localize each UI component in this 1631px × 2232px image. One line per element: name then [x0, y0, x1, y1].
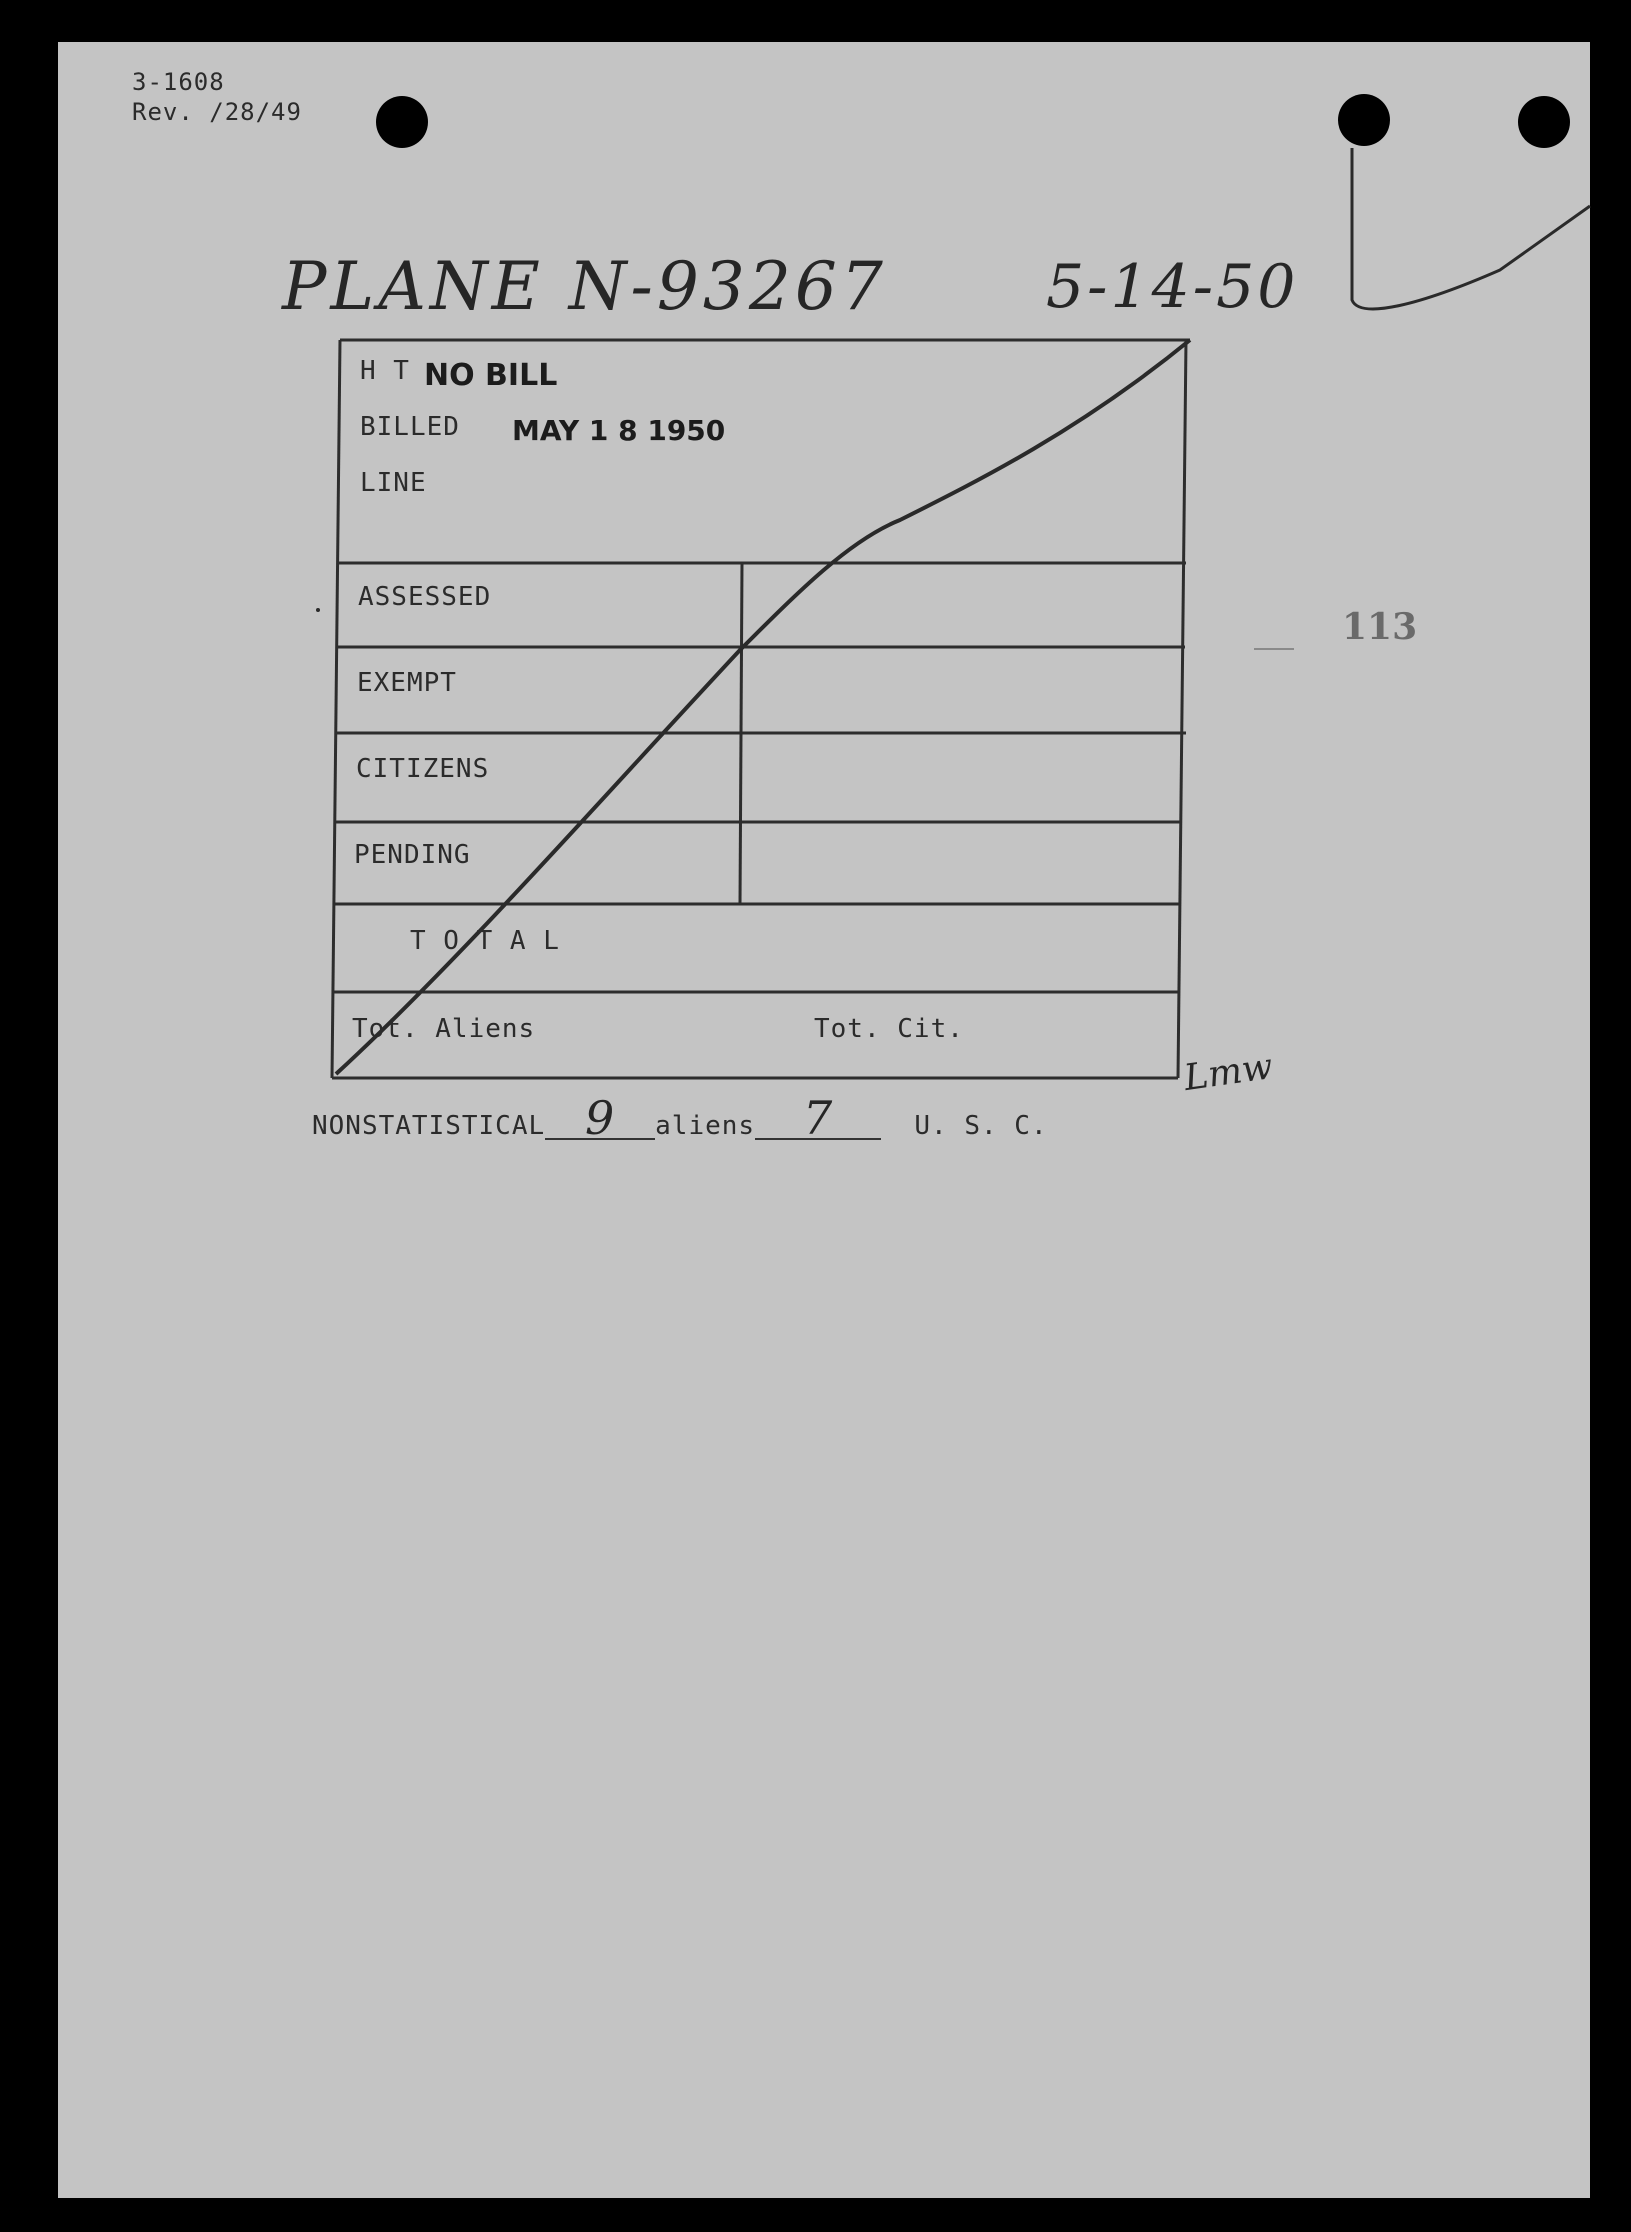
- form-revision: Rev. /28/49: [132, 98, 302, 126]
- total-label: T O T A L: [410, 926, 560, 956]
- row-exempt-label: EXEMPT: [357, 668, 457, 698]
- billed-date-stamp: MAY 1 8 1950: [512, 414, 726, 447]
- tot-cit-label: Tot. Cit.: [814, 1014, 964, 1044]
- billed-label: BILLED: [360, 412, 460, 442]
- no-bill-stamp: NO BILL: [424, 358, 558, 393]
- handwritten-date: 5-14-50: [1046, 252, 1299, 322]
- line-label: LINE: [360, 468, 427, 498]
- row-assessed-label: ASSESSED: [358, 582, 492, 612]
- form-number: 3-1608: [132, 68, 225, 96]
- usc-count: 7: [755, 1098, 881, 1140]
- handwritten-plane: PLANE N-93267: [282, 248, 887, 325]
- row-pending-label: PENDING: [354, 840, 471, 870]
- aliens-count: 9: [545, 1098, 655, 1140]
- tot-aliens-label: Tot. Aliens: [352, 1014, 536, 1044]
- usc-label: U. S. C.: [914, 1111, 1048, 1141]
- nonstatistical-label: NONSTATISTICAL: [312, 1111, 546, 1141]
- handwritten-initials: Lmw: [1181, 1046, 1276, 1099]
- page-number: 113: [1342, 606, 1418, 648]
- ht-label: H T: [360, 356, 410, 386]
- row-citizens-label: CITIZENS: [356, 754, 490, 784]
- aliens-label: aliens: [655, 1111, 756, 1141]
- nonstatistical-line: [312, 1091, 1048, 1145]
